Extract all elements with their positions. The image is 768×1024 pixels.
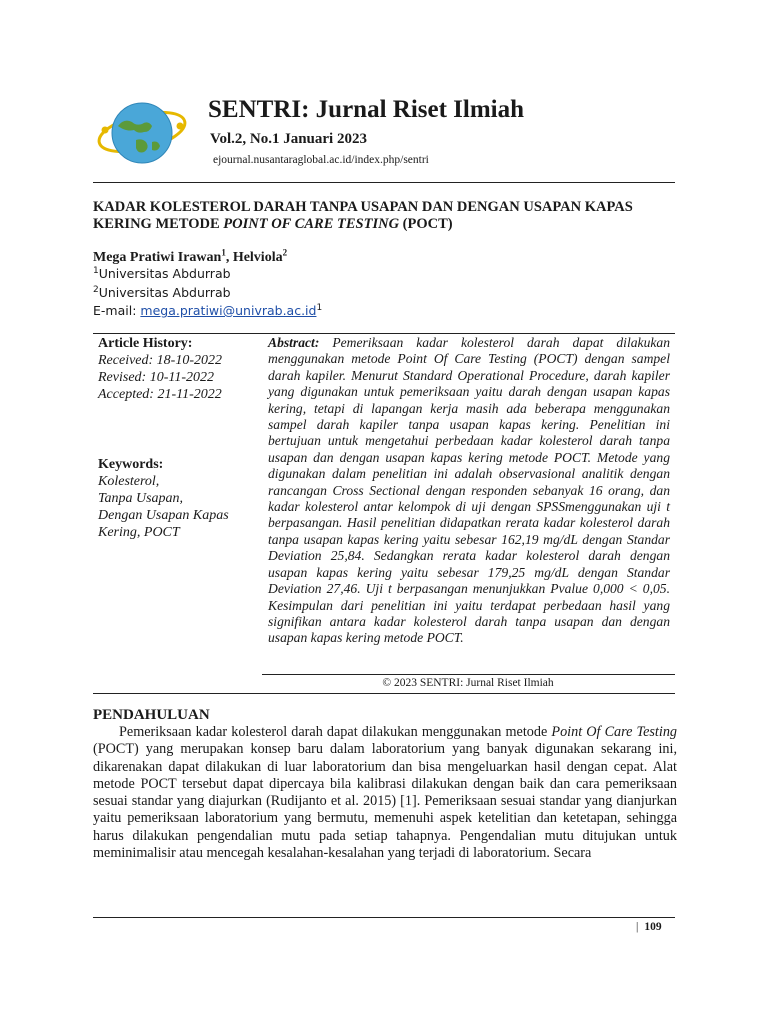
abstract-text: Pemeriksaan kadar kolesterol darah dapat dilakukan menggunakan metode Point Of Care Testing (POCT) dengan sampel darah kapiler. Menurut Standard Operational Procedure, darah kapiler yang digunakan untuk pemeriksaan yaitu darah dengan usapan kapas kering, tetapi di lapangan kerja masih ada beberapa menggunakan sampel darah kapiler tanpa usapan kapas kering. Penelitian ini bertujuan untuk mengetahui perbedaan kadar kolesterol darah tanpa usapan dan dengan usapan kapas kering metode POCT. Metode yang digunakan dalam penelitian ini adalah observasional analitik dengan rancangan Cross Sectional dengan responden sebanyak 16 orang, dan kadar kolesterol antar kelompok di uji dengan SPSSmenggunakan uji t berpasangan. Hasil penelitian didapatkan rerata kadar kolesterol darah tanpa usapan kapas kering yaitu sebesar 162,19 mg/dL dengan Standar Deviation 25,84. Sedangkan rerata kadar kolesterol darah dengan usapan kapas kering yaitu sebesar 179,25 mg/dL dengan Standar Deviation 27,46. Uji t berpasangan menunjukkan Pvalue 0,000 < 0,05. Kesimpulan dari penelitian ini yaitu terdapat perbedaan hasil yang signifikan antara kadar kolesterol darah tanpa usapan dan dengan usapan kapas kering metode POCT. bbox=[268, 335, 670, 646]
keyword-line: Kering, POCT bbox=[98, 525, 180, 540]
keyword-line: Dengan Usapan Kapas bbox=[98, 508, 229, 523]
keyword-line: Tanpa Usapan, bbox=[98, 491, 184, 506]
affiliation-1: $^1$Universitas Abdurrab bbox=[93, 265, 231, 281]
history-heading: Article History: bbox=[98, 336, 193, 351]
abstract-label: Abstract: bbox=[268, 335, 320, 350]
copyright: © 2023 SENTRI: Jurnal Riset Ilmiah bbox=[382, 677, 554, 689]
article-title: KADAR KOLESTEROL DARAH TANPA USAPAN DAN DENGAN USAPAN KAPAS KERING METODE POINT OF CARE TESTING (POCT) bbox=[93, 199, 633, 232]
keywords bbox=[98, 456, 258, 541]
email-link[interactable]: mega.pratiwi@univrab.ac.id bbox=[140, 303, 317, 318]
keyword-line: Kolesterol, bbox=[98, 474, 160, 489]
journal-title: SENTRI: Jurnal Riset Ilmiah bbox=[208, 96, 525, 123]
section-heading: PENDAHULUAN bbox=[93, 707, 210, 723]
keywords-heading: Keywords: bbox=[98, 457, 164, 472]
abstract-divider bbox=[262, 674, 675, 675]
email-line: E-mail: $mega.pratiwi@univrab.ac.id^1$ bbox=[93, 302, 323, 318]
abstract bbox=[268, 335, 670, 647]
page-number: | 109 bbox=[636, 921, 662, 933]
info-bottom-divider bbox=[93, 693, 675, 694]
author-1: Mega Pratiwi Irawan bbox=[93, 250, 222, 265]
received-date: Received: 18-10-2022 bbox=[98, 353, 222, 368]
accepted-date: Accepted: 21-11-2022 bbox=[98, 387, 222, 402]
author-list: Mega Pratiwi Irawan$^1$, Helviola$^2$ bbox=[93, 247, 288, 265]
journal-url[interactable]: ejournal.nusantaraglobal.ac.id/index.php/sentri bbox=[213, 154, 429, 166]
article-history bbox=[98, 335, 258, 403]
footer-divider bbox=[93, 917, 675, 918]
author-2: Helviola bbox=[232, 250, 283, 265]
body-paragraph: Pemeriksaan kadar kolesterol darah dapat dilakukan menggunakan metode Point Of Care Testing (POCT) yang merupakan konsep baru dalam laboratorium yang banyak digunakan sekarang ini, dikarenakan dapat dilakukan di luar laboratorium dan bisa mengeluarkan hasil dengan cepat. Alat metode POCT tersebut dapat dipercaya bila kalibrasi dilakukan dengan baik dan cara pemeriksaan sesuai standar yang diajurkan (Rudijanto et al. 2015) [1]. Pemeriksaan sesuai standar yang dianjurkan yaitu pemeriksaan laboratorium yang bermutu, memenuhi aspek ketelitian dan ketetapan, sehingga harus dilakukan pengendalian mutu pada setiap tahapnya. Pengendalian mutu ditujukan untuk meminimalisir atau mencegah kesalahan-kesalahan yang terjadi di laboratorium. Secara bbox=[93, 724, 678, 862]
affiliation-2: $^2$Universitas Abdurrab bbox=[93, 284, 231, 300]
header-divider bbox=[93, 182, 675, 183]
journal-volume: Vol.2, No.1 Januari 2023 bbox=[210, 131, 367, 147]
info-top-divider bbox=[93, 333, 675, 334]
revised-date: Revised: 10-11-2022 bbox=[98, 370, 214, 385]
journal-logo bbox=[96, 96, 188, 168]
